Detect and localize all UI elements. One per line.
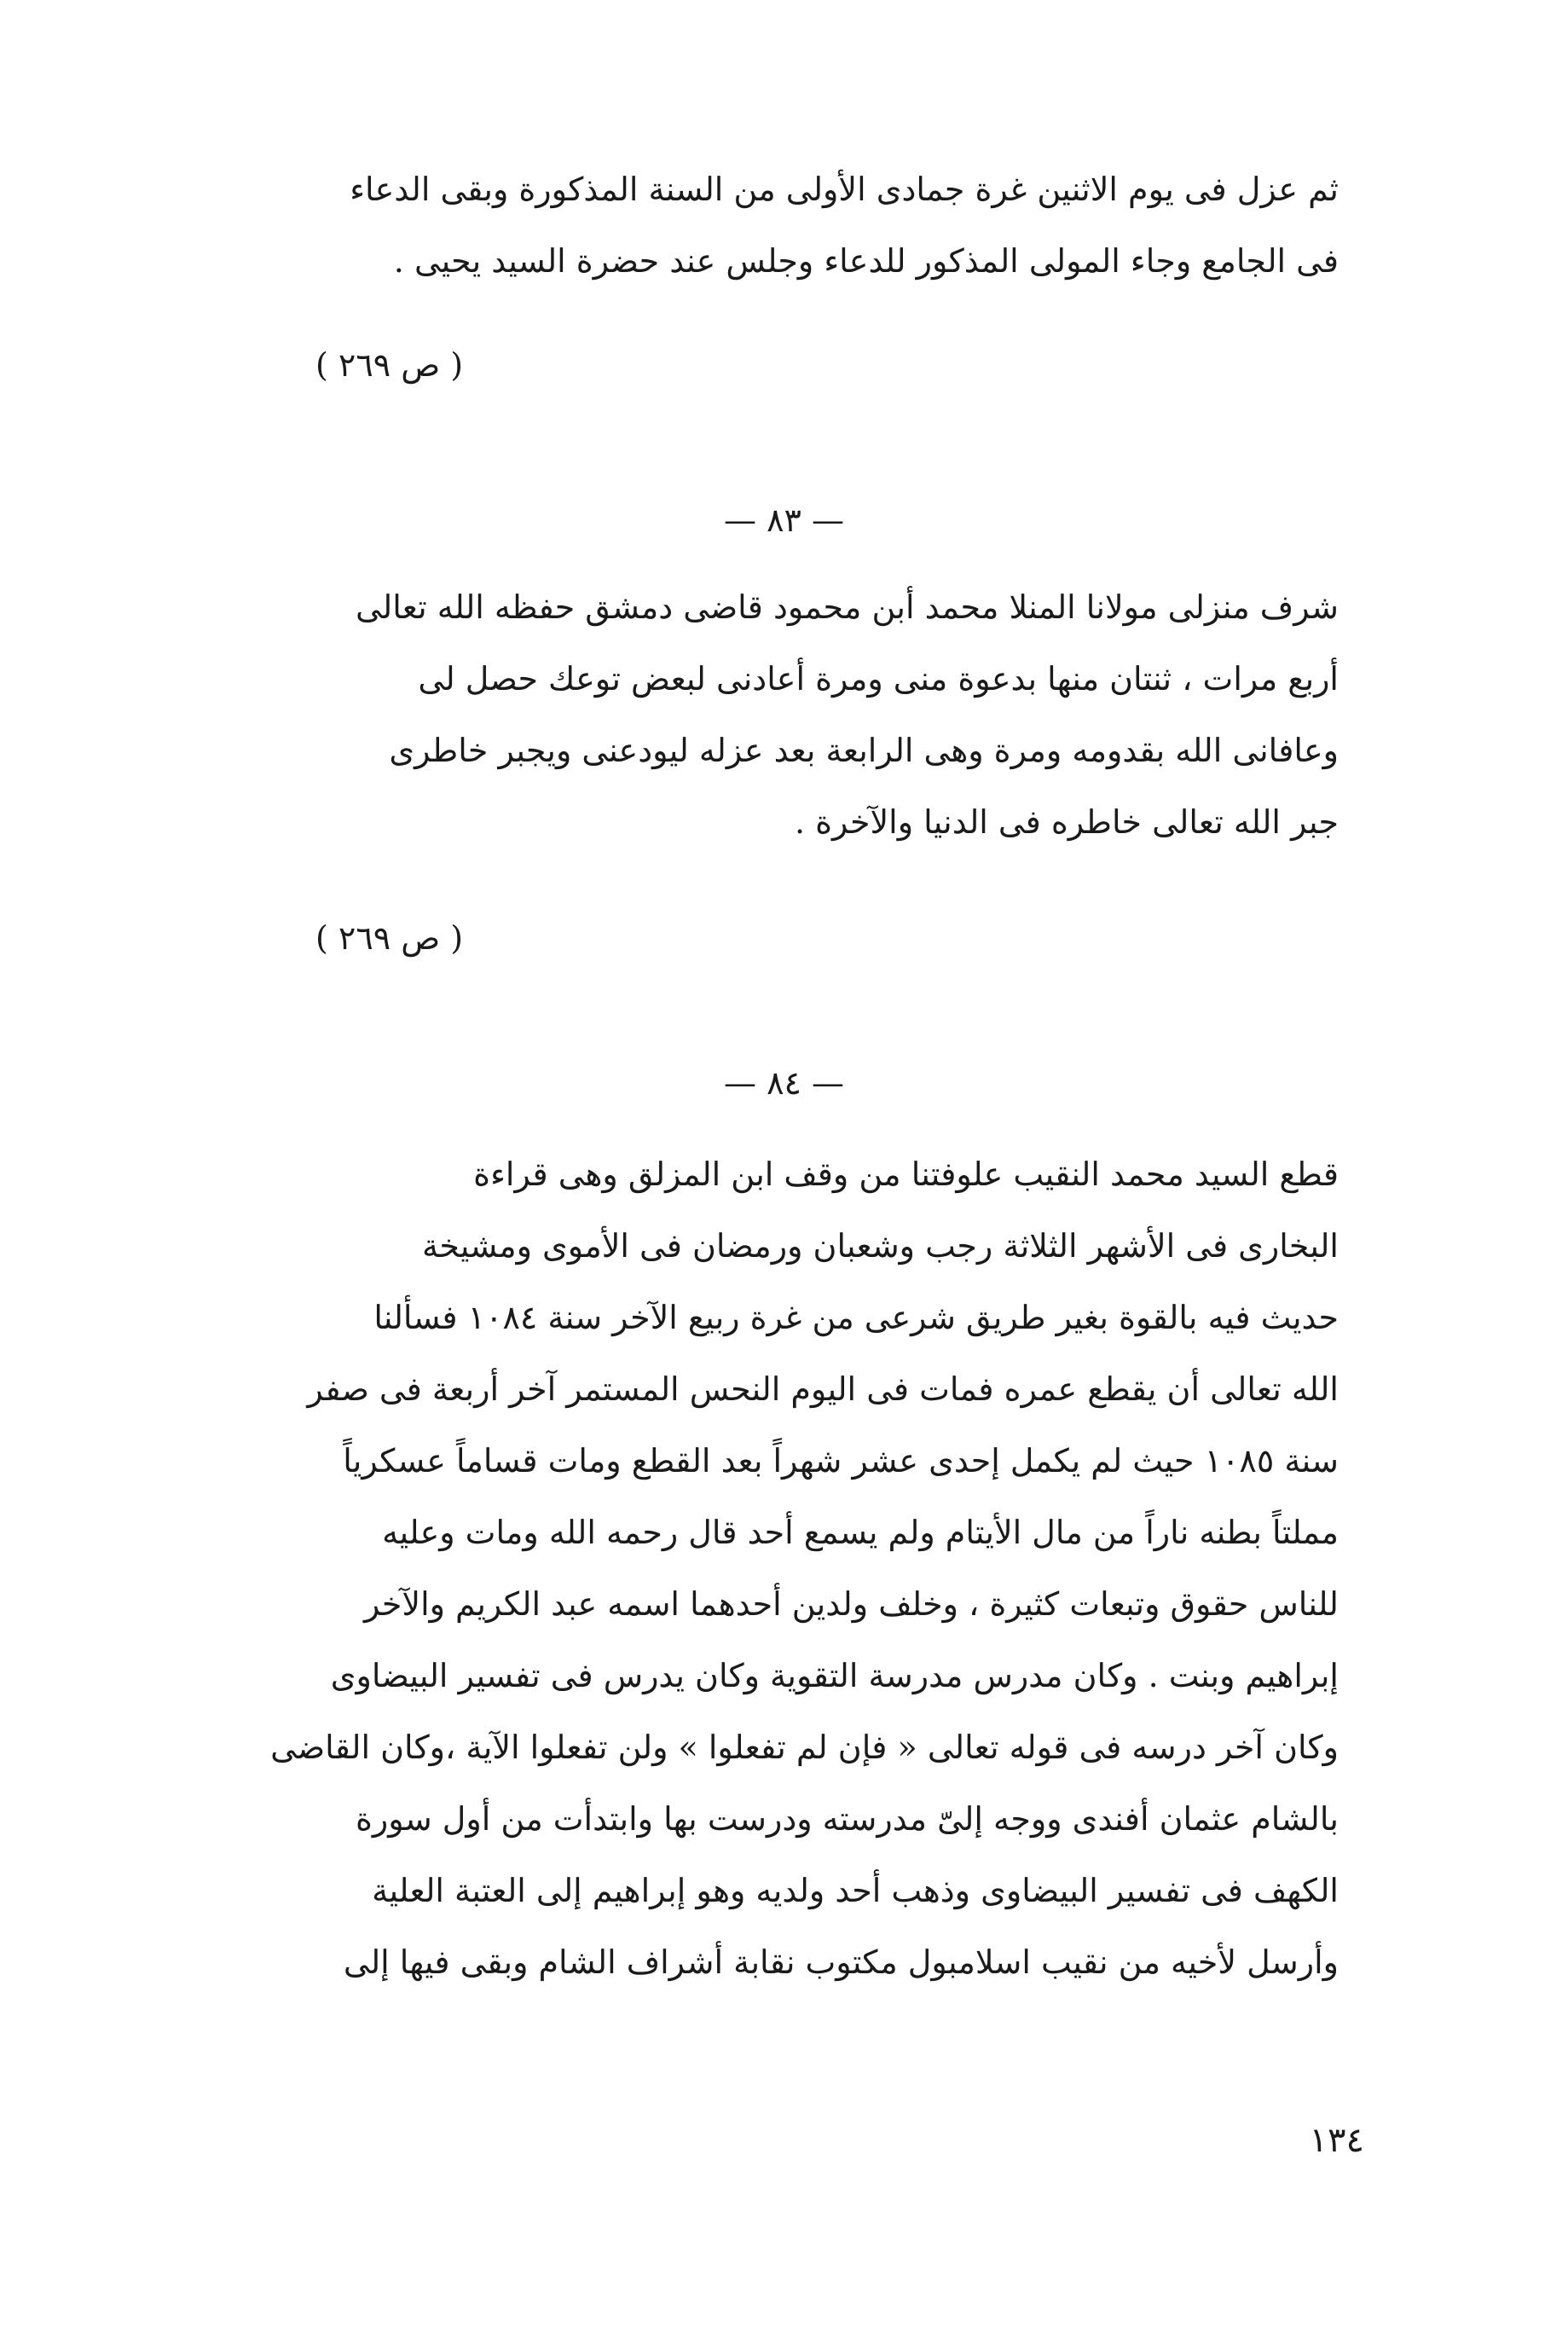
page-number: ١٣٤ [1309,2121,1364,2160]
text-line: للناس حقوق وتبعات كثيرة ، وخلف ولدين أحدهما اسمه عبد الكريم والآخر [363,1585,1339,1623]
text-line: بالشام عثمان أفندى ووجه إلىّ مدرسته ودرست بها وابتدأت من أول سورة [356,1800,1339,1838]
paragraph-continuation [230,153,1339,297]
text-line: البخارى فى الأشهر الثلاثة رجب وشعبان ورمضان فى الأموى ومشيخة [421,1227,1339,1265]
text-line: الله تعالى أن يقطع عمره فمات فى اليوم النحس المستمر آخر أربعة فى صفر [307,1370,1339,1408]
text-line: إبراهيم وبنت . وكان مدرس مدرسة التقوية وكان يدرس فى تفسير البيضاوى [330,1657,1339,1694]
text-line: وأرسل لأخيه من نقيب اسلامبول مكتوب نقابة أشراف الشام وبقى فيها إلى [343,1943,1339,1981]
section-number-84: — ٨٤ — [723,1064,844,1102]
text-line: حديث فيه بالقوة بغير طريق شرعى من غرة ربيع الآخر سنة ١٠٨٤ فسألنا [373,1299,1339,1336]
text-line: ثم عزل فى يوم الاثنين غرة جمادى الأولى من السنة المذكورة وبقى الدعاء [350,171,1339,208]
page-reference: ( ص ٢٦٩ ) [315,346,464,384]
paragraph-83 [230,571,1339,858]
paragraph-84 [230,1138,1339,1998]
text-line: قطع السيد محمد النقيب علوفتنا من وقف ابن المزلق وهى قراءة [473,1155,1339,1193]
text-line: مملتاً بطنه ناراً من مال الأيتام ولم يسمع أحد قال رحمه الله ومات وعليه [382,1514,1339,1551]
text-line: وعافانى الله بقدومه ومرة وهى الرابعة بعد عزله ليودعنى ويجبر خاطرى [389,732,1339,769]
text-line: شرف منزلى مولانا المنلا محمد أبن محمود قاضى دمشق حفظه الله تعالى [355,588,1339,626]
text-line: جبر الله تعالى خاطره فى الدنيا والآخرة . [794,803,1339,841]
text-line: أربع مرات ، ثنتان منها بدعوة منى ومرة أعادنى لبعض توعك حصل لى [418,660,1339,698]
text-line: وكان آخر درسه فى قوله تعالى « فإن لم تفعلوا » ولن تفعلوا الآية ،وكان القاضى [270,1729,1339,1766]
text-line: سنة ١٠٨٥ حيث لم يكمل إحدى عشر شهراً بعد القطع ومات قساماً عسكرياً [343,1442,1339,1480]
text-line: الكهف فى تفسير البيضاوى وذهب أحد ولديه وهو إبراهيم إلى العتبة العلية [372,1872,1339,1909]
page-reference: ( ص ٢٦٩ ) [315,919,464,957]
section-number-83: — ٨٣ — [723,501,844,539]
text-line: فى الجامع وجاء المولى المذكور للدعاء وجلس عند حضرة السيد يحيى . [393,242,1339,280]
